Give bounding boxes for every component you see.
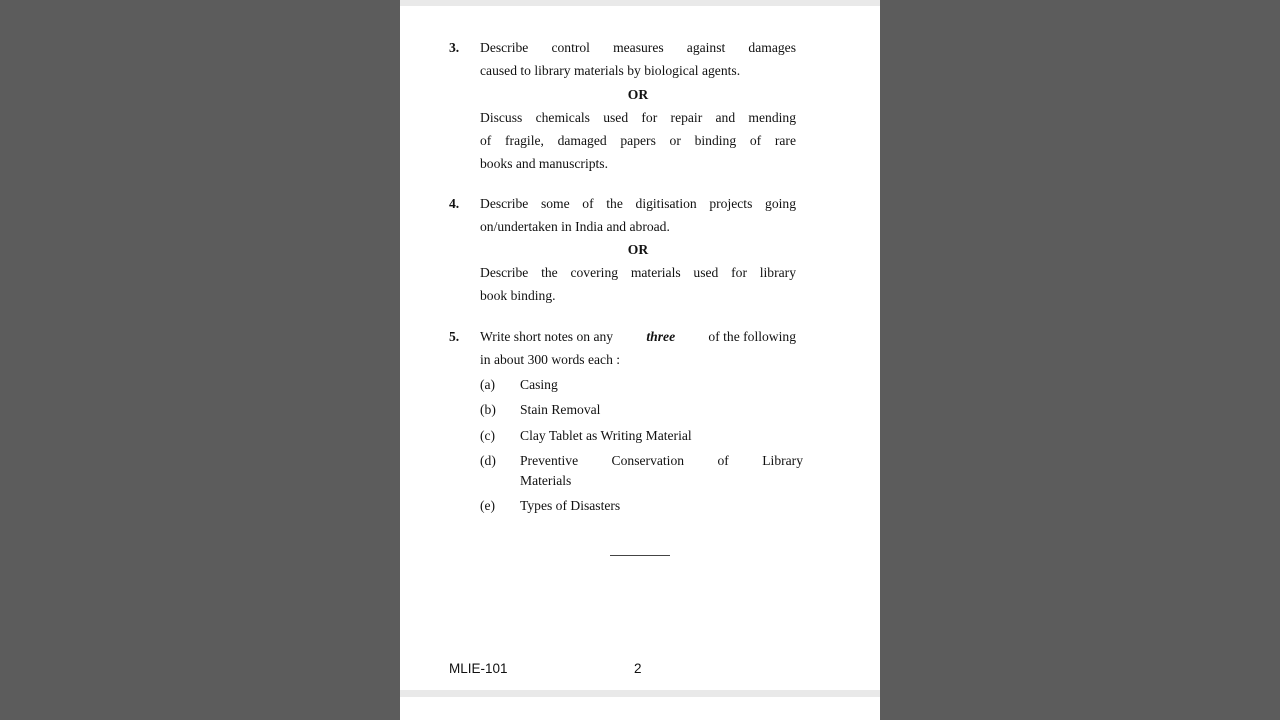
- item-label: (d): [480, 453, 496, 468]
- or-separator: OR: [627, 242, 649, 257]
- question-text: [480, 328, 796, 346]
- question-text: Describe control measures against damages: [480, 40, 796, 55]
- text: of the following: [708, 329, 796, 344]
- item-text: Materials: [520, 473, 572, 488]
- item-label: (e): [480, 498, 496, 513]
- item-text: Clay Tablet as Writing Material: [520, 428, 692, 443]
- item-label: (b): [480, 402, 496, 417]
- question-text: in about 300 words each :: [480, 352, 621, 367]
- or-separator: OR: [627, 87, 649, 102]
- question-text: on/undertaken in India and abroad.: [480, 219, 670, 234]
- question-text: books and manuscripts.: [480, 156, 608, 171]
- question-number: 4.: [449, 196, 460, 211]
- page-separator-top: [400, 0, 880, 6]
- question-text: Discuss chemicals used for repair and mending: [480, 110, 796, 125]
- question-number: 5.: [449, 329, 460, 344]
- footer-page-number: 2: [634, 661, 642, 676]
- emphasis: three: [646, 329, 676, 344]
- end-rule: [610, 555, 670, 556]
- question-text: Describe the covering materials used for library: [480, 265, 796, 280]
- item-text: Preventive Conservation of Library: [520, 453, 803, 468]
- question-text: of fragile, damaged papers or binding of rare: [480, 133, 796, 148]
- item-label: (c): [480, 428, 496, 443]
- text: Write short notes on any: [480, 329, 614, 344]
- item-text: Types of Disasters: [520, 498, 621, 513]
- question-text: book binding.: [480, 288, 556, 303]
- question-text: caused to library materials by biological agents.: [480, 63, 741, 78]
- document-page: [400, 0, 880, 720]
- question-number: 3.: [449, 40, 460, 55]
- item-label: (a): [480, 377, 496, 392]
- page-separator-bottom: [400, 690, 880, 697]
- item-text: Casing: [520, 377, 558, 392]
- item-text: Stain Removal: [520, 402, 601, 417]
- question-text: Describe some of the digitisation projects going: [480, 196, 796, 211]
- footer-course-code: MLIE-101: [449, 661, 508, 676]
